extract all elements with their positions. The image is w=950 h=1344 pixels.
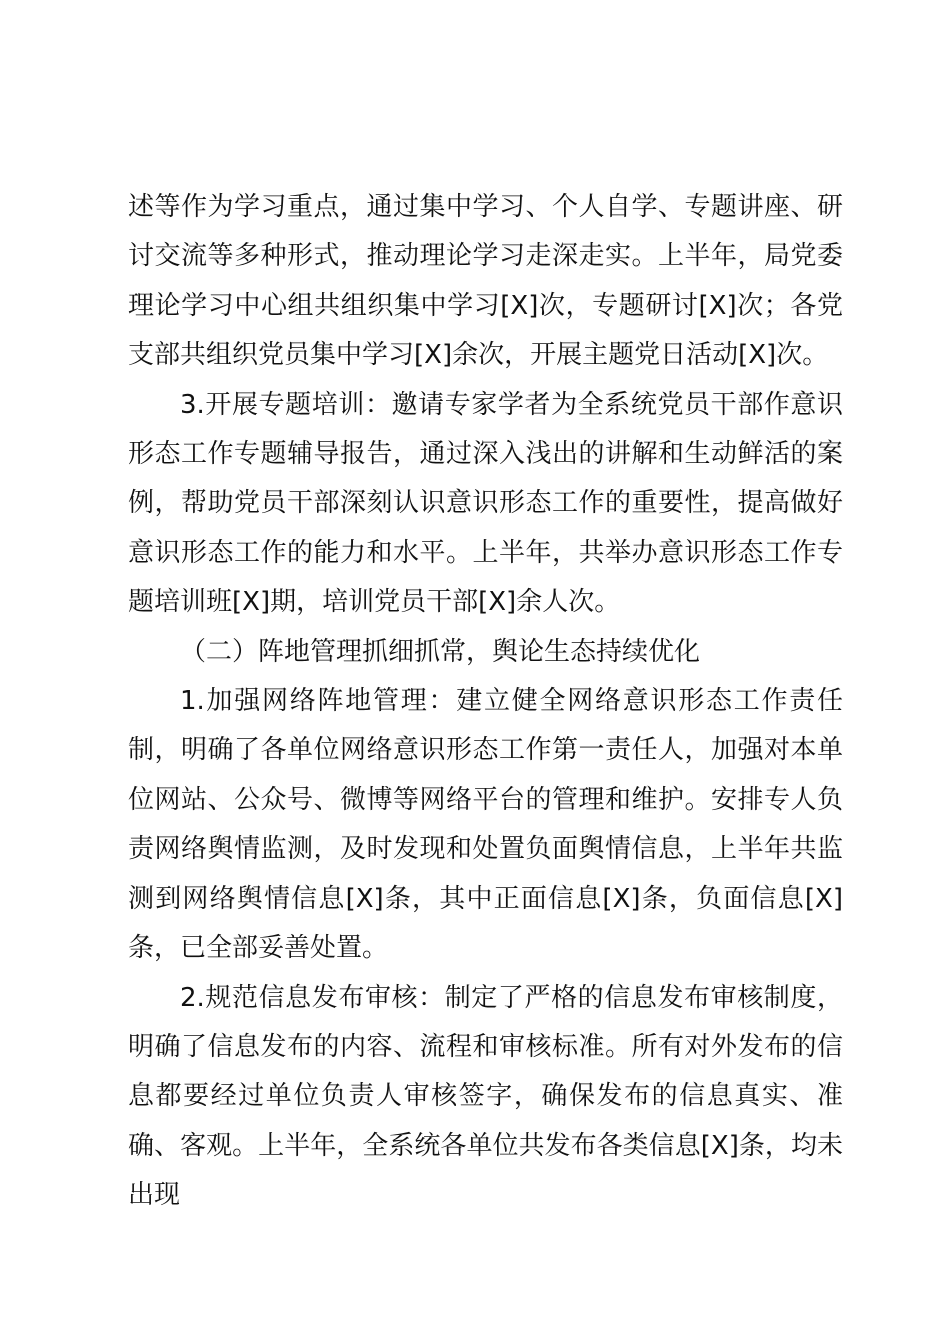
paragraph-special-training: 3.开展专题培训：邀请专家学者为全系统党员干部作意识形态工作专题辅导报告，通过深入浅出的讲解和生动鲜活的案例，帮助党员干部深刻认识意识形态工作的重要性，提高做好意识形态工作的能力和水平。上半年，共举办意识形态工作专题培训班[X]期，培训党员干部[X]余人次。 bbox=[128, 389, 843, 618]
paragraph-study-continued: 述等作为学习重点，通过集中学习、个人自学、专题讲座、研讨交流等多种形式，推动理论学习走深走实。上半年，局党委理论学习中心组共组织集中学习[X]次，专题研讨[X]次；各党支部共组织党员集中学习[X]余次，开展主题党日活动[X]次。 bbox=[128, 192, 843, 371]
document-body bbox=[128, 183, 843, 1221]
section-heading-position-management: （二）阵地管理抓细抓常，舆论生态持续优化 bbox=[180, 636, 701, 667]
paragraph-information-review: 2.规范信息发布审核：制定了严格的信息发布审核制度，明确了信息发布的内容、流程和审核标准。所有对外发布的信息都要经过单位负责人审核签字，确保发布的信息真实、准确、客观。上半年，全系统各单位共发布各类信息[X]条，均未出现 bbox=[128, 982, 843, 1211]
paragraph-network-management: 1.加强网络阵地管理：建立健全网络意识形态工作责任制，明确了各单位网络意识形态工作第一责任人，加强对本单位网站、公众号、微博等网络平台的管理和维护。安排专人负责网络舆情监测，及时发现和处置负面舆情信息，上半年共监测到网络舆情信息[X]条，其中正面信息[X]条，负面信息[X]条，已全部妥善处置。 bbox=[128, 686, 843, 964]
